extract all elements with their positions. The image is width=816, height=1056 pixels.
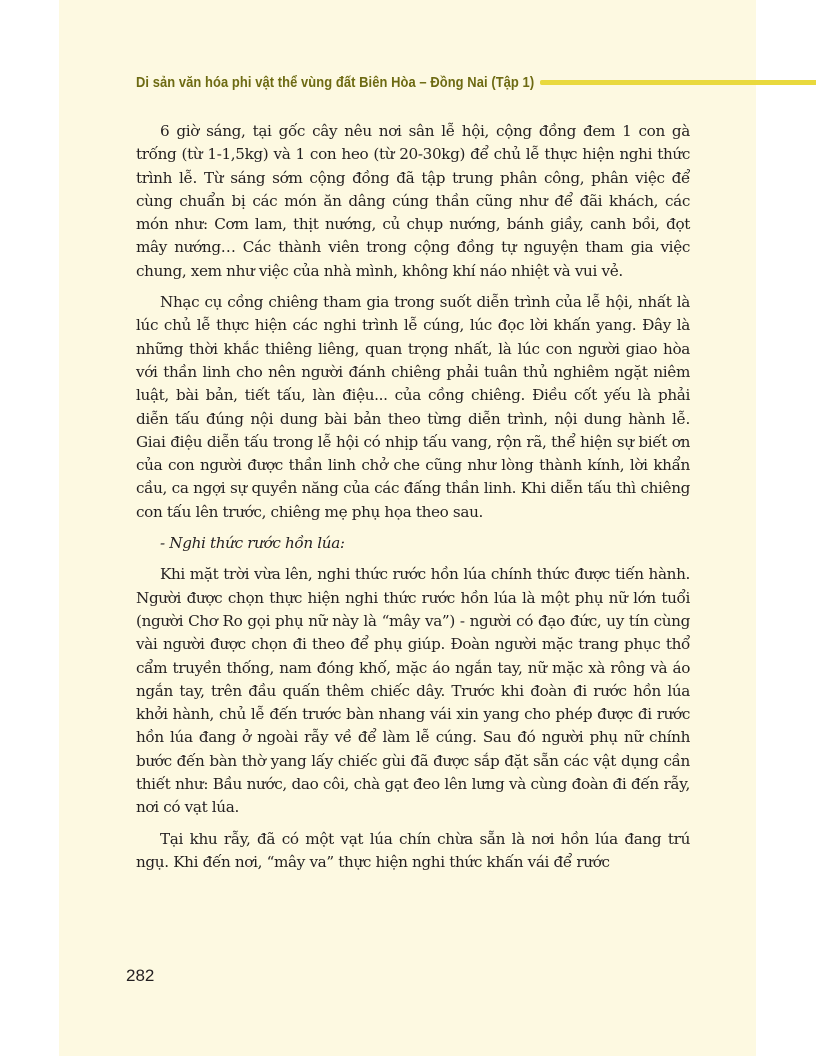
page-number: 282 (126, 966, 155, 985)
running-header (136, 70, 696, 94)
paragraph: Nhạc cụ cồng chiêng tham gia trong suốt diễn trình của lễ hội, nhất là lúc chủ lễ thực hiện các nghi trình lễ cúng, lúc đọc lời khấn yang. Đây là những thời khắc thiêng liêng, quan trọng nhất, là lúc con người giao hòa với thần linh cho nên người đánh chiêng phải tuân thủ nghiêm ngặt niêm luật, bài bản, tiết tấu, làn điệu... của cồng chiêng. Điều cốt yếu là phải diễn tấu đúng nội dung bài bản theo từng diễn trình, nội dung hành lễ. Giai điệu diễn tấu trong lễ hội có nhịp tấu vang, rộn rã, thể hiện sự biết ơn của con người được thần linh chở che cũng như lòng thành kính, lời khẩn cầu, ca ngợi sự quyền năng của các đấng thần linh. Khi diễn tấu thì chiêng con tấu lên trước, chiêng mẹ phụ họa theo sau. (136, 293, 690, 521)
paragraph: 6 giờ sáng, tại gốc cây nêu nơi sân lễ hội, cộng đồng đem 1 con gà trống (từ 1-1,5kg) và 1 con heo (từ 20-30kg) để chủ lễ thực hiện nghi thức trình lễ. Từ sáng sớm cộng đồng đã tập trung phân công, phân việc để cùng chuẩn bị các món ăn dâng cúng thần cũng như để đãi khách, các món như: Cơm lam, thịt nướng, củ chụp nướng, bánh giầy, canh bồi, đọt mây nướng… Các thành viên trong cộng đồng tự nguyện tham gia việc chung, xem như việc của nhà mình, không khí náo nhiệt và vui vẻ. (136, 122, 690, 280)
section-subheading: - Nghi thức rước hồn lúa: (160, 534, 345, 553)
body-text (136, 120, 690, 882)
paragraph: Khi mặt trời vừa lên, nghi thức rước hồn lúa chính thức được tiến hành. Người được chọn thực hiện nghi thức rước hồn lúa là một phụ nữ lớn tuổi (người Chơ Ro gọi phụ nữ này là “mây va”) - người có đạo đức, uy tín cùng vài người được chọn đi theo để phụ giúp. Đoàn người mặc trang phục thổ cẩm truyền thống, nam đóng khố, mặc áo ngắn tay, nữ mặc xà rông và áo ngắn tay, trên đầu quấn thêm chiếc dây. Trước khi đoàn đi rước hồn lúa khởi hành, chủ lễ đến trước bàn nhang vái xin yang cho phép được đi rước hồn lúa đang ở ngoài rẫy về để làm lễ cúng. Sau đó người phụ nữ chính bước đến bàn thờ yang lấy chiếc gùi đã được sắp đặt sẵn các vật dụng cần thiết như: Bầu nước, dao côi, chà gạt đeo lên lưng và cùng đoàn đi đến rẫy, nơi có vạt lúa. (136, 565, 690, 817)
paragraph: Tại khu rẫy, đã có một vạt lúa chín chừa sẵn là nơi hồn lúa đang trú ngụ. Khi đến nơi, “mây va” thực hiện nghi thức khấn vái để rước (136, 829, 690, 871)
running-header-title: Di sản văn hóa phi vật thể vùng đất Biên Hòa – Đồng Nai (Tập 1) (136, 73, 535, 91)
header-rule (540, 80, 816, 85)
